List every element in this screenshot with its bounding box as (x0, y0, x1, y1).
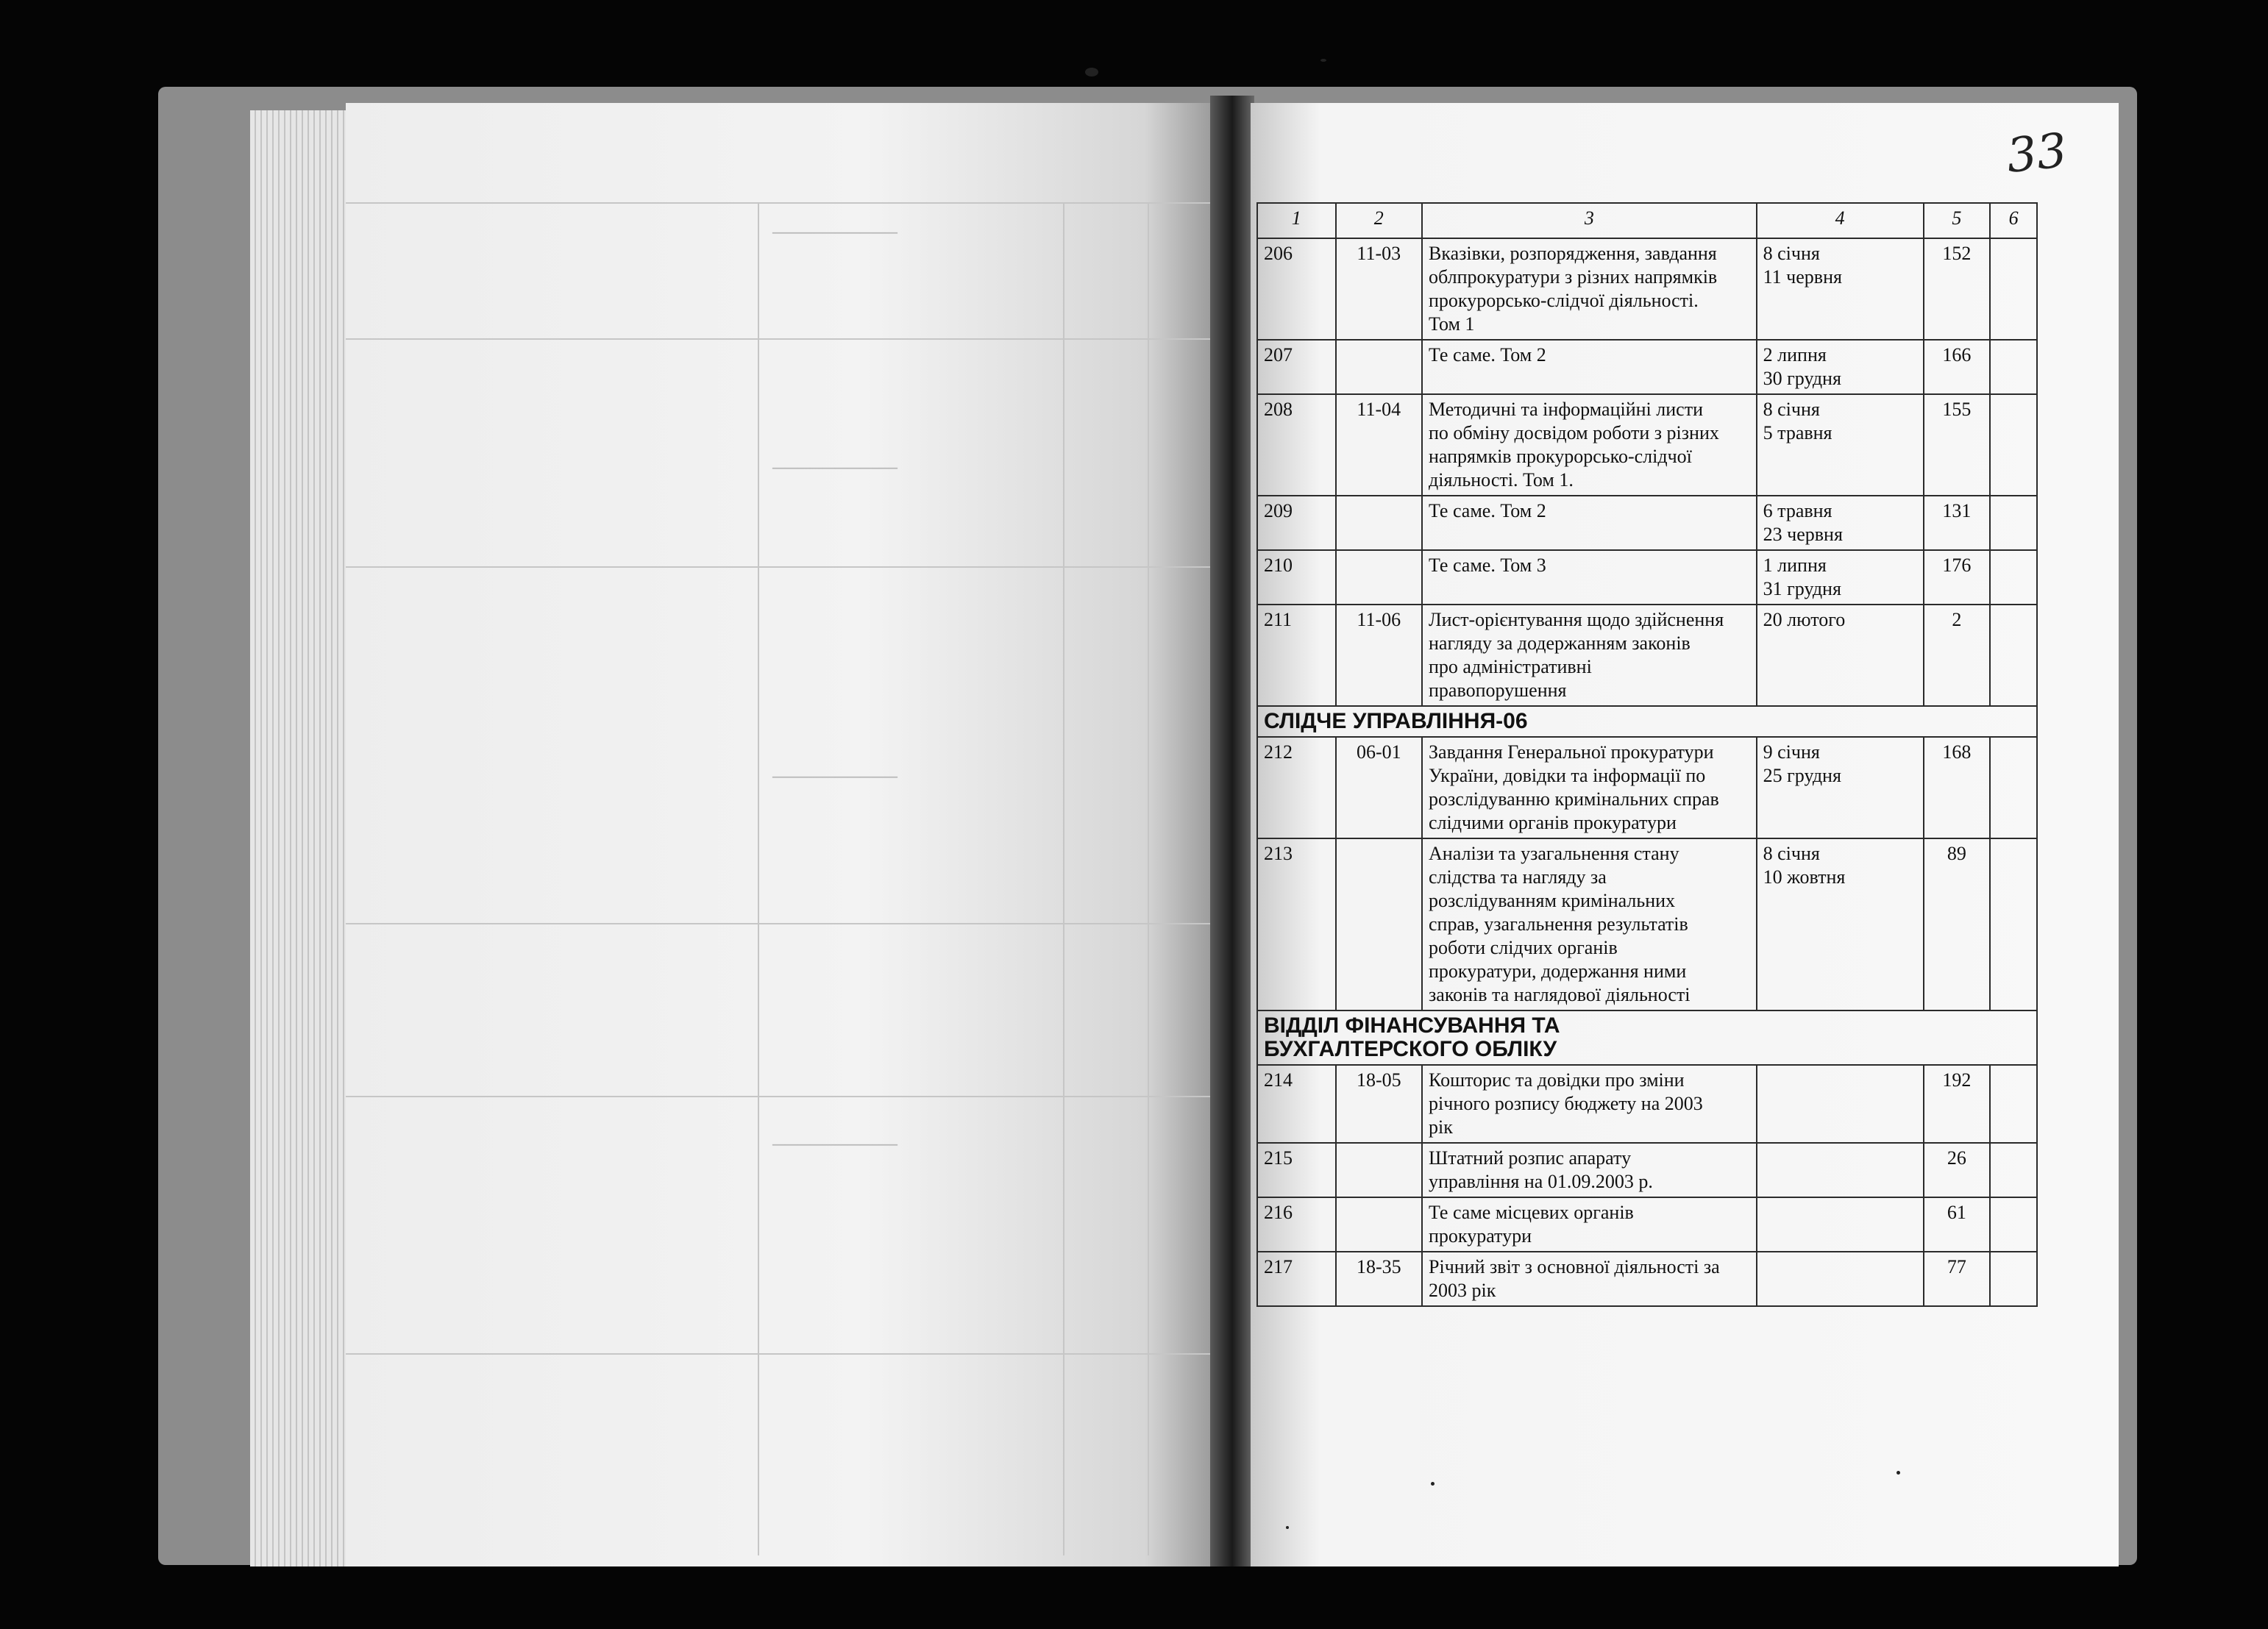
section-heading-row (1257, 1010, 2037, 1065)
notes-cell (1990, 550, 2037, 605)
item-number-cell: 210 (1257, 550, 1336, 605)
date-range-cell (1757, 605, 1924, 706)
date-range-cell (1757, 737, 1924, 838)
sheet-count-cell: 77 (1924, 1252, 1991, 1306)
sheet-count-cell: 89 (1924, 838, 1991, 1010)
item-number-cell: 209 (1257, 496, 1336, 550)
file-index-cell: 06-01 (1336, 737, 1422, 838)
date-range-cell (1757, 394, 1924, 496)
table-row (1257, 838, 2037, 1010)
column-header: 4 (1757, 203, 1924, 238)
notes-cell (1990, 1252, 2037, 1306)
date-range-cell (1757, 238, 1924, 340)
date-line: 8 січня (1763, 843, 1820, 864)
file-title-cell (1422, 605, 1757, 706)
notes-cell (1990, 394, 2037, 496)
file-index-cell: 18-35 (1336, 1252, 1422, 1306)
date-line: 2 липня (1763, 344, 1827, 366)
file-title-cell (1422, 340, 1757, 394)
item-number-cell: 217 (1257, 1252, 1336, 1306)
file-title-line: нагляду за додержанням законів (1429, 632, 1691, 654)
section-heading (1257, 706, 2037, 737)
section-heading-row (1257, 706, 2037, 737)
dust-speck (1286, 1526, 1289, 1529)
left-page-blank: ────────── ────────── ────────── ────────── (346, 103, 1214, 1566)
table-row (1257, 1197, 2037, 1252)
inventory-table (1256, 202, 2038, 1307)
file-index-cell: 18-05 (1336, 1065, 1422, 1143)
date-line: 31 грудня (1763, 578, 1841, 599)
date-line: 8 січня (1763, 243, 1820, 264)
file-title-line: прокуратури (1429, 1225, 1532, 1247)
file-title-cell (1422, 238, 1757, 340)
file-title-line: Річний звіт з основної діяльності за (1429, 1256, 1720, 1277)
book-gutter (1210, 96, 1254, 1566)
item-number-cell: 207 (1257, 340, 1336, 394)
file-title-line: Вказівки, розпорядження, завдання (1429, 243, 1717, 264)
file-title-cell (1422, 838, 1757, 1010)
notes-cell (1990, 238, 2037, 340)
file-title-line: Кошторис та довідки про зміни (1429, 1069, 1685, 1091)
file-title-line: про адміністративні (1429, 656, 1592, 677)
file-title-line: напрямків прокурорсько-слідчої (1429, 446, 1692, 467)
file-index-cell: 11-04 (1336, 394, 1422, 496)
file-title-line: Аналізи та узагальнення стану (1429, 843, 1679, 864)
file-title-line: законів та наглядової діяльності (1429, 984, 1691, 1005)
dust-speck (1431, 1482, 1435, 1486)
date-range-cell (1757, 1143, 1924, 1197)
file-title-cell (1422, 737, 1757, 838)
dust-speck (1896, 1471, 1900, 1475)
file-title-line: прокурорсько-слідчої діяльності. (1429, 290, 1699, 311)
date-line: 20 лютого (1763, 609, 1846, 630)
column-header: 3 (1422, 203, 1757, 238)
sheet-count-cell: 192 (1924, 1065, 1991, 1143)
column-header: 2 (1336, 203, 1422, 238)
file-title-line: Те саме. Том 2 (1429, 500, 1546, 521)
date-line: 1 липня (1763, 555, 1827, 576)
file-title-line: Те саме місцевих органів (1429, 1202, 1634, 1223)
file-title-line: роботи слідчих органів (1429, 937, 1618, 958)
file-title-line: Лист-орієнтування щодо здійснення (1429, 609, 1724, 630)
file-title-line: слідства та нагляду за (1429, 866, 1607, 888)
file-title-line: по обміну досвідом роботи з різних (1429, 422, 1719, 443)
date-range-cell (1757, 838, 1924, 1010)
table-header-row (1257, 203, 2037, 238)
sheet-count-cell: 2 (1924, 605, 1991, 706)
table-row (1257, 1065, 2037, 1143)
file-title-line: правопорушення (1429, 680, 1567, 701)
file-title-line: прокуратури, додержання ними (1429, 960, 1687, 982)
file-title-line: Завдання Генеральної прокуратури (1429, 741, 1714, 763)
item-number-cell: 216 (1257, 1197, 1336, 1252)
notes-cell (1990, 1143, 2037, 1197)
file-title-line: розслідуванню кримінальних справ (1429, 788, 1719, 810)
column-header: 1 (1257, 203, 1336, 238)
table-row (1257, 605, 2037, 706)
sheet-count-cell: 176 (1924, 550, 1991, 605)
table-row (1257, 394, 2037, 496)
file-title-cell (1422, 1065, 1757, 1143)
notes-cell (1990, 737, 2037, 838)
date-line: 25 грудня (1763, 765, 1841, 786)
item-number-cell: 213 (1257, 838, 1336, 1010)
file-title-cell (1422, 550, 1757, 605)
table-row (1257, 550, 2037, 605)
file-index-cell: 11-06 (1336, 605, 1422, 706)
date-range-cell (1757, 550, 1924, 605)
date-range-cell (1757, 496, 1924, 550)
section-heading (1257, 1010, 2037, 1065)
file-title-cell (1422, 1252, 1757, 1306)
sheet-count-cell: 61 (1924, 1197, 1991, 1252)
notes-cell (1990, 838, 2037, 1010)
notes-cell (1990, 340, 2037, 394)
file-title-cell (1422, 496, 1757, 550)
file-title-line: діяльності. Том 1. (1429, 469, 1574, 491)
date-range-cell (1757, 1065, 1924, 1143)
file-title-line: справ, узагальнення результатів (1429, 913, 1688, 935)
table-row (1257, 1143, 2037, 1197)
file-title-line: управління на 01.09.2003 р. (1429, 1171, 1653, 1192)
file-title-line: облпрокуратури з різних напрямків (1429, 266, 1718, 288)
file-title-cell (1422, 394, 1757, 496)
handwritten-page-number: 33 (2004, 123, 2070, 185)
date-line: 30 грудня (1763, 368, 1841, 389)
file-index-cell (1336, 550, 1422, 605)
item-number-cell: 206 (1257, 238, 1336, 340)
section-heading-line: БУХГАЛТЕРСКОГО ОБЛІКУ (1264, 1037, 1557, 1061)
table-row (1257, 496, 2037, 550)
file-title-line: рік (1429, 1116, 1453, 1138)
date-line: 23 червня (1763, 524, 1843, 545)
file-title-line: Те саме. Том 2 (1429, 344, 1546, 366)
file-index-cell (1336, 838, 1422, 1010)
notes-cell (1990, 1197, 2037, 1252)
date-line: 9 січня (1763, 741, 1820, 763)
item-number-cell: 211 (1257, 605, 1336, 706)
column-header: 5 (1924, 203, 1991, 238)
item-number-cell: 215 (1257, 1143, 1336, 1197)
file-title-line: Те саме. Том 3 (1429, 555, 1546, 576)
date-range-cell (1757, 340, 1924, 394)
sheet-count-cell: 26 (1924, 1143, 1991, 1197)
notes-cell (1990, 605, 2037, 706)
table-row (1257, 1252, 2037, 1306)
date-line: 11 червня (1763, 266, 1842, 288)
file-index-cell (1336, 1197, 1422, 1252)
table-row (1257, 238, 2037, 340)
file-index-cell: 11-03 (1336, 238, 1422, 340)
file-title-line: річного розпису бюджету на 2003 (1429, 1093, 1703, 1114)
table-row (1257, 340, 2037, 394)
notes-cell (1990, 1065, 2037, 1143)
sheet-count-cell: 168 (1924, 737, 1991, 838)
dust-speck (1320, 59, 1326, 62)
file-index-cell (1336, 1143, 1422, 1197)
sheet-count-cell: 131 (1924, 496, 1991, 550)
file-title-line: розслідуванням кримінальних (1429, 890, 1676, 911)
file-title-line: слідчими органів прокуратури (1429, 812, 1677, 833)
file-title-line: Штатний розпис апарату (1429, 1147, 1632, 1169)
date-line: 8 січня (1763, 399, 1820, 420)
sheet-count-cell: 152 (1924, 238, 1991, 340)
page-stack-edge (250, 110, 353, 1566)
notes-cell (1990, 496, 2037, 550)
file-index-cell (1336, 340, 1422, 394)
file-title-line: Том 1 (1429, 313, 1475, 335)
section-heading-line: СЛІДЧЕ УПРАВЛІННЯ-06 (1264, 709, 1528, 733)
item-number-cell: 208 (1257, 394, 1336, 496)
date-range-cell (1757, 1252, 1924, 1306)
file-title-line: 2003 рік (1429, 1280, 1496, 1301)
column-header: 6 (1990, 203, 2037, 238)
file-title-line: Методичні та інформаційні листи (1429, 399, 1703, 420)
date-range-cell (1757, 1197, 1924, 1252)
item-number-cell: 212 (1257, 737, 1336, 838)
sheet-count-cell: 155 (1924, 394, 1991, 496)
dust-speck (1085, 68, 1098, 76)
file-index-cell (1336, 496, 1422, 550)
file-title-cell (1422, 1197, 1757, 1252)
date-line: 5 травня (1763, 422, 1832, 443)
table-row (1257, 737, 2037, 838)
section-heading-line: ВІДДІЛ ФІНАНСУВАННЯ ТА (1264, 1013, 1560, 1038)
sheet-count-cell: 166 (1924, 340, 1991, 394)
item-number-cell: 214 (1257, 1065, 1336, 1143)
file-title-cell (1422, 1143, 1757, 1197)
file-title-line: України, довідки та інформації по (1429, 765, 1706, 786)
date-line: 6 травня (1763, 500, 1832, 521)
date-line: 10 жовтня (1763, 866, 1846, 888)
